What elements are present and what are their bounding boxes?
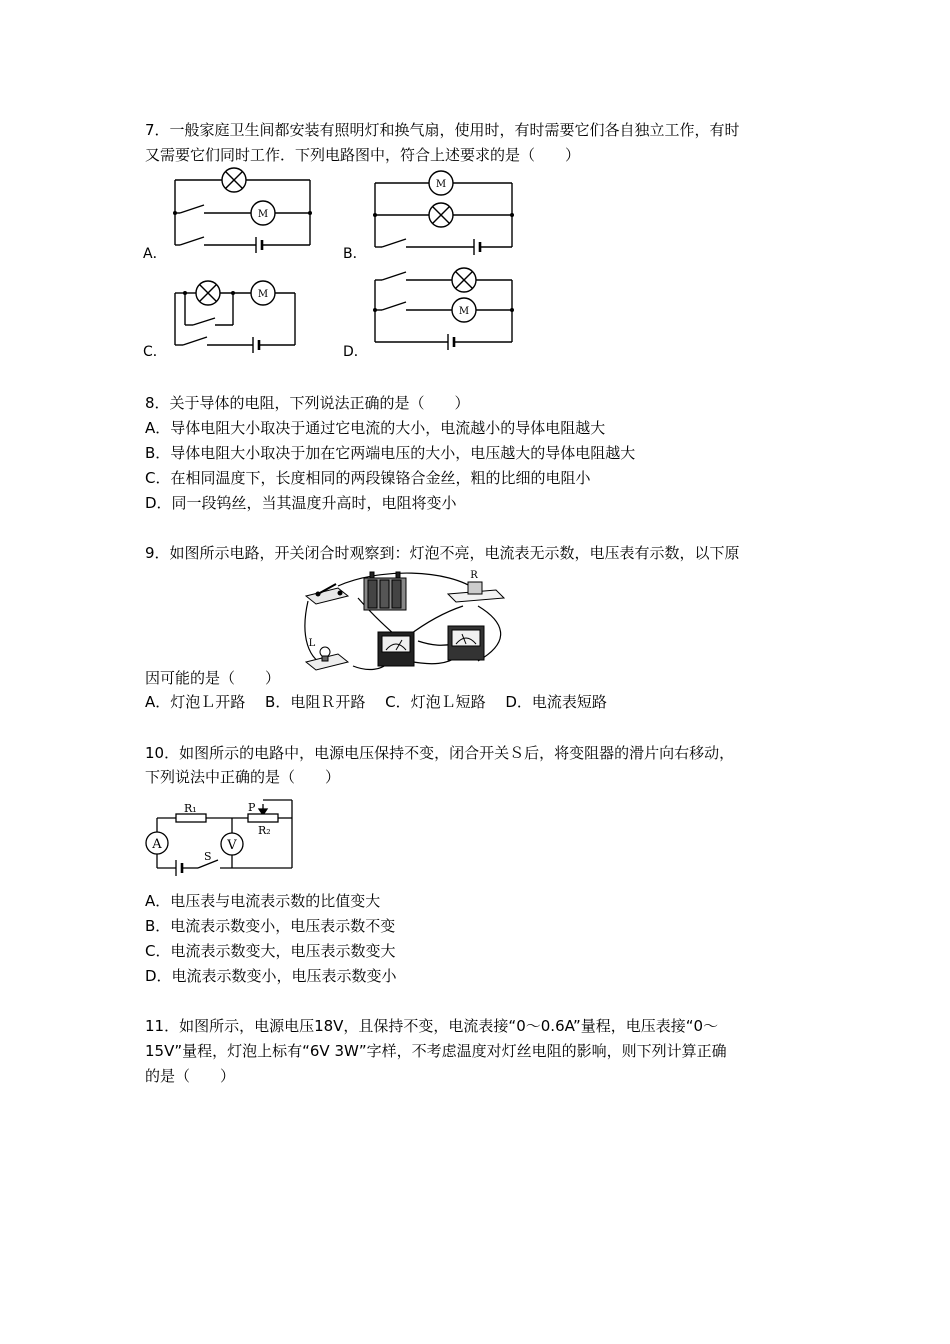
q10-label-r2: R₂ (258, 824, 271, 837)
q7-circuit-c (165, 277, 305, 357)
q10-option-a: A．电压表与电流表示数的比值变大 (145, 892, 381, 910)
q11-stem-line3: 的是（ ） (145, 1067, 236, 1085)
q9-circuit-photo (298, 566, 518, 676)
q10-circuit (140, 796, 300, 878)
svg-text:M: M (257, 209, 269, 220)
rheostat-r2-icon (248, 814, 278, 822)
voltmeter-icon (448, 626, 484, 660)
svg-text:A: A (152, 837, 162, 852)
motor-icon (251, 201, 275, 225)
q7-option-a-label: A． (143, 246, 167, 262)
svg-text:V: V (227, 838, 237, 853)
q7-circuit-a (170, 165, 320, 260)
q9-options: A．灯泡Ｌ开路 B．电阻Ｒ开路 C．灯泡Ｌ短路 D．电流表短路 (145, 693, 607, 711)
q7-option-d-label: D． (343, 344, 368, 360)
q8-stem: 8．关于导体的电阻，下列说法正确的是（ ） (145, 394, 470, 412)
q10-option-c: C．电流表示数变大，电压表示数变大 (145, 942, 396, 960)
lamp-icon (222, 168, 246, 192)
q9-stem-line1: 9．如图所示电路，开关闭合时观察到：灯泡不亮，电流表无示数，电压表有示数，以下原 (145, 544, 740, 562)
lamp-icon (306, 647, 348, 670)
q11-stem-line2: 15V”量程，灯泡上标有“6V 3W”字样，不考虑温度对灯丝电阻的影响，则下列计算正确 (145, 1042, 727, 1060)
voltmeter-icon (221, 833, 243, 855)
resistor-icon (448, 582, 504, 602)
q8-option-b: B．导体电阻大小取决于加在它两端电压的大小，电压越大的导体电阻越大 (145, 444, 636, 462)
q9-stem-line2: 因可能的是（ ） (145, 669, 281, 687)
switch-icon (306, 584, 348, 604)
q7-circuit-b (370, 168, 520, 258)
q7-stem-line2: 又需要它们同时工作．下列电路图中，符合上述要求的是（ ） (145, 146, 581, 164)
q9-label-r: R (470, 570, 478, 581)
q7-circuit-d (370, 266, 520, 352)
q10-option-d: D．电流表示数变小，电压表示数变小 (145, 967, 397, 985)
svg-text:M: M (458, 306, 470, 317)
q10-stem-line1: 10．如图所示的电路中，电源电压保持不变，闭合开关Ｓ后，将变阻器的滑片向右移动， (145, 744, 735, 762)
resistor-r1-icon (176, 814, 206, 822)
motor-icon (251, 281, 275, 305)
q10-label-s: S (204, 850, 212, 863)
svg-text:M: M (257, 289, 269, 300)
ammeter-icon (146, 832, 168, 854)
lamp-icon (452, 268, 476, 292)
battery-icon (364, 572, 406, 610)
motor-icon (429, 171, 453, 195)
q8-option-c: C．在相同温度下，长度相同的两段镍铬合金丝，粗的比细的电阻小 (145, 469, 591, 487)
q7-option-b-label: B． (343, 246, 367, 262)
q11-stem-line1: 11．如图所示，电源电压18V，且保持不变，电流表接“0～0.6A”量程，电压表接“0～ (145, 1017, 719, 1035)
motor-icon (452, 298, 476, 322)
lamp-icon (196, 281, 220, 305)
ammeter-icon (378, 632, 414, 666)
q8-option-d: D．同一段钨丝，当其温度升高时，电阻将变小 (145, 494, 457, 512)
q10-label-p: P (248, 801, 256, 814)
q10-label-r1: R₁ (184, 802, 197, 815)
lamp-icon (429, 203, 453, 227)
svg-text:M: M (435, 179, 447, 190)
q8-option-a: A．导体电阻大小取决于通过它电流的大小，电流越小的导体电阻越大 (145, 419, 606, 437)
q9-label-l: L (308, 638, 316, 649)
q7-stem-line1: 7．一般家庭卫生间都安装有照明灯和换气扇，使用时，有时需要它们各自独立工作，有时 (145, 121, 740, 139)
q10-stem-line2: 下列说法中正确的是（ ） (145, 768, 341, 786)
q10-option-b: B．电流表示数变小，电压表示数不变 (145, 917, 396, 935)
q7-option-c-label: C． (143, 344, 167, 360)
